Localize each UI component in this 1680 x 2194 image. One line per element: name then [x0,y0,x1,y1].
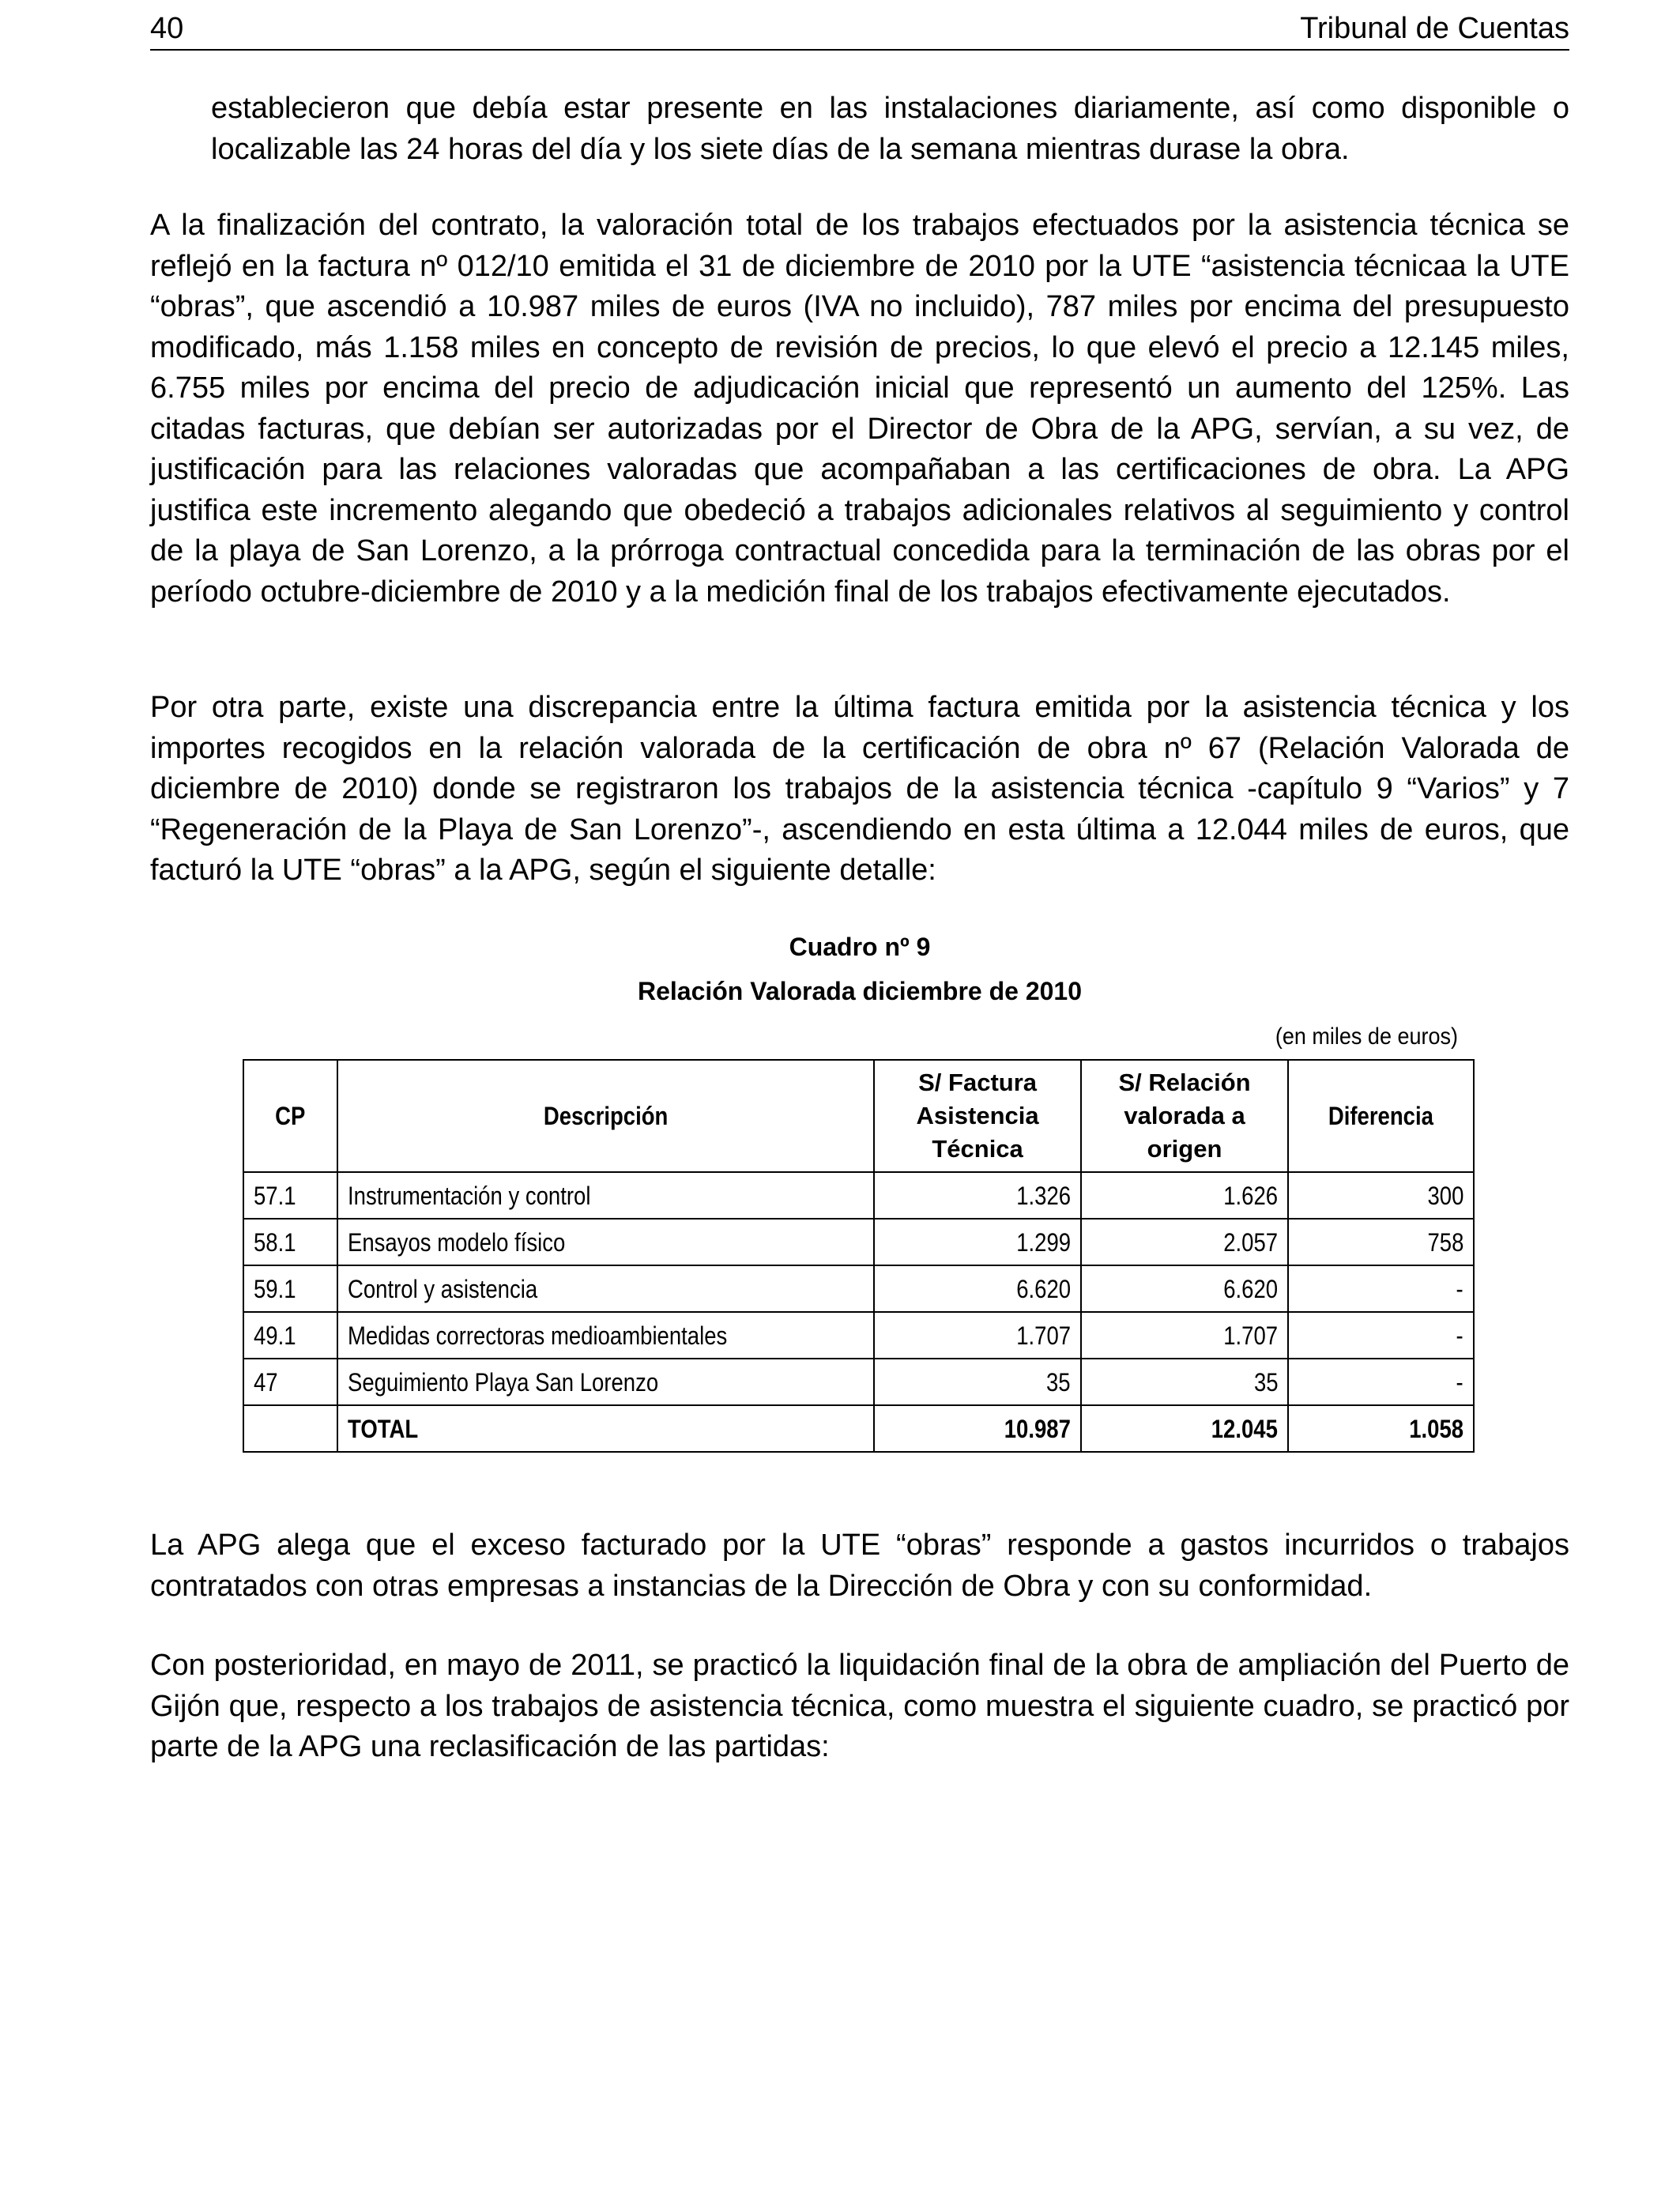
cell-cp [243,1405,337,1452]
cell-cp: 49.1 [243,1312,337,1359]
page-header [150,8,1569,51]
cell-cp: 47 [243,1359,337,1405]
table-row [243,1219,1474,1265]
table-units-note: (en miles de euros) [1275,1023,1458,1050]
cell-descripcion: Ensayos modelo físico [337,1219,874,1265]
table-row [243,1265,1474,1312]
running-title: Tribunal de Cuentas [1300,12,1569,45]
table-row [243,1312,1474,1359]
cell-relacion: 2.057 [1081,1219,1288,1265]
cell-relacion: 1.626 [1081,1172,1288,1219]
cell-descripcion: Instrumentación y control [337,1172,874,1219]
data-table [243,1059,1475,1453]
cell-diferencia: - [1288,1312,1474,1359]
cell-factura: 1.299 [874,1219,1081,1265]
header-diferencia: Diferencia [1288,1060,1474,1172]
cell-total-factura: 10.987 [874,1405,1081,1452]
cell-total-label: TOTAL [337,1405,874,1452]
cell-factura: 6.620 [874,1265,1081,1312]
paragraph-5: Con posterioridad, en mayo de 2011, se practicó la liquidación final de la obra de ampliación del Puerto de Gijón que, respecto a los trabajos de asistencia técnica, como muestra el siguiente cuadro, se practicó por parte de la APG una reclasificación de las partidas: [150,1649,1569,1763]
cell-factura: 1.707 [874,1312,1081,1359]
cell-relacion: 35 [1081,1359,1288,1405]
cell-descripcion: Seguimiento Playa San Lorenzo [337,1359,874,1405]
page-number: 40 [150,12,184,45]
cell-diferencia: - [1288,1359,1474,1405]
cell-total-relacion: 12.045 [1081,1405,1288,1452]
cell-cp: 58.1 [243,1219,337,1265]
cell-total-diferencia: 1.058 [1288,1405,1474,1452]
cell-descripcion: Medidas correctoras medioambientales [337,1312,874,1359]
cell-factura: 1.326 [874,1172,1081,1219]
cell-diferencia: - [1288,1265,1474,1312]
cell-cp: 59.1 [243,1265,337,1312]
table-caption: Cuadro nº 9 [789,933,931,961]
table-header-row [243,1060,1474,1172]
header-factura: S/ Factura Asistencia Técnica [874,1060,1081,1172]
table-row [243,1359,1474,1405]
table-subcaption: Relación Valorada diciembre de 2010 [637,977,1083,1005]
table-total-row [243,1405,1474,1452]
cell-relacion: 1.707 [1081,1312,1288,1359]
header-relacion: S/ Relación valorada a origen [1081,1060,1288,1172]
header-cp: CP [243,1060,337,1172]
cell-cp: 57.1 [243,1172,337,1219]
cell-descripcion: Control y asistencia [337,1265,874,1312]
table-row [243,1172,1474,1219]
cell-relacion: 6.620 [1081,1265,1288,1312]
cell-factura: 35 [874,1359,1081,1405]
paragraph-4: La APG alega que el exceso facturado por la UTE “obras” responde a gastos incurridos o trabajos contratados con otras empresas a instancias de la Dirección de Obra y con su conformidad. [150,1529,1569,1603]
header-descripcion: Descripción [337,1060,874,1172]
cell-diferencia: 758 [1288,1219,1474,1265]
paragraph-1: establecieron que debía estar presente en las instalaciones diariamente, así como disponible o localizable las 24 horas del día y los siete días de la semana mientras durase la obra. [211,92,1569,166]
cell-diferencia: 300 [1288,1172,1474,1219]
paragraph-2: A la finalización del contrato, la valoración total de los trabajos efectuados por la asistencia técnica se reflejó en la factura nº 012/10 emitida el 31 de diciembre de 2010 por la UTE “asistencia técnicaa la UTE “obras”, que ascendió a 10.987 miles de euros (IVA no incluido), 787 miles por encima del presupuesto modificado, más 1.158 miles en concepto de revisión de precios, lo que elevó el precio a 12.145 miles, 6.755 miles por encima del precio de adjudicación inicial que representó un aumento del 125%. Las citadas facturas, que debían ser autorizadas por el Director de Obra de la APG, servían, a su vez, de justificación para las relaciones valoradas que acompañaban a las certificaciones de obra. La APG justifica este incremento alegando que obedeció a trabajos adicionales relativos al seguimiento y control de la playa de San Lorenzo, a la prórroga contractual concedida para la terminación de las obras por el período octubre-diciembre de 2010 y a la medición final de los trabajos efectivamente ejecutados. [150,209,1569,609]
paragraph-3: Por otra parte, existe una discrepancia entre la última factura emitida por la asistencia técnica y los importes recogidos en la relación valorada de la certificación de obra nº 67 (Relación Valorada de diciembre de 2010) donde se registraron los trabajos de la asistencia técnica -capítulo 9 “Varios” y 7 “Regeneración de la Playa de San Lorenzo”-, ascendiendo en esta última a 12.044 miles de euros, que facturó la UTE “obras” a la APG, según el siguiente detalle: [150,691,1569,887]
